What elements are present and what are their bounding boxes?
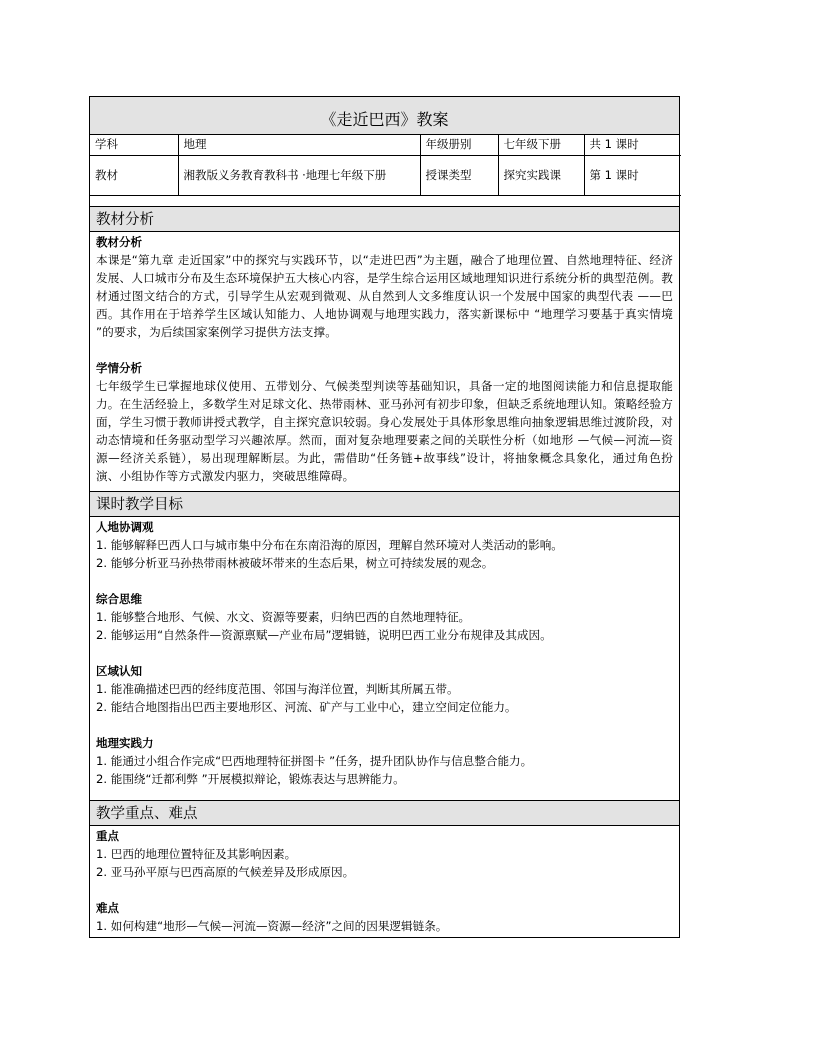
- section-body-focus: [90, 826, 679, 937]
- goal-item: 2. 能够运用“自然条件—资源禀赋—产业布局”逻辑链，说明巴西工业分布规律及其成因。: [96, 627, 552, 642]
- info-row-subject: [90, 135, 681, 155]
- section-heading-analysis: 教材分析: [90, 206, 679, 232]
- difficult-point-item: 1. 如何构建“地形—气候—河流—资源—经济”之间的因果逻辑链条。: [96, 918, 448, 933]
- section-body-goals: [90, 517, 679, 790]
- goal-group-title: 综合思维: [96, 591, 142, 606]
- goal-item: 2. 能围绕“迁都利弊 ”开展模拟辩论，锻炼表达与思辨能力。: [96, 771, 405, 786]
- label-grade: 年级册别: [420, 135, 498, 155]
- label-textbook: 教材: [90, 155, 178, 195]
- value-lesson-type: 探究实践课: [498, 155, 584, 195]
- goal-group-title: 地理实践力: [96, 735, 154, 750]
- section-heading-focus: 教学重点、难点: [90, 800, 679, 826]
- value-grade: 七年级下册: [498, 135, 584, 155]
- document-title: 《走近巴西》教案: [90, 97, 679, 135]
- lesson-plan-sheet: [89, 96, 680, 938]
- goal-item: 2. 能结合地图指出巴西主要地形区、河流、矿产与工业中心，建立空间定位能力。: [96, 699, 517, 714]
- subheading-textbook-analysis: 教材分析: [96, 234, 142, 249]
- subheading-difficult-points: 难点: [96, 900, 119, 915]
- info-row-textbook: [90, 155, 681, 195]
- student-analysis-text: 七年级学生已掌握地球仪使用、五带划分、气候类型判读等基础知识，具备一定的地图阅读能力和信息提取能力。在生活经验上，多数学生对足球文化、热带雨林、亚马孙河有初步印象，但缺乏系统地理认知。策略经验方面，学生习惯于教师讲授式教学，自主探究意识较弱。身心发展处于具体形象思维向抽象逻辑思维过渡阶段，对动态情境和任务驱动型学习兴趣浓厚。然而，面对复杂地理要素之间的关联性分析（如地形 —气候—河流—资源—经济关系链），易出现理解断层。为此，需借助“任务链+故事线”设计，将抽象概念具象化，通过角色扮演、小组协作等方式激发内驱力，突破思维障碍。: [96, 378, 673, 483]
- course-info-table: [90, 135, 681, 196]
- key-point-item: 1. 巴西的地理位置特征及其影响因素。: [96, 846, 297, 861]
- goal-group-title: 区域认知: [96, 663, 142, 678]
- label-lesson-type: 授课类型: [420, 155, 498, 195]
- subheading-key-points: 重点: [96, 828, 119, 843]
- subheading-student-analysis: 学情分析: [96, 360, 142, 375]
- value-subject: 地理: [178, 135, 420, 155]
- value-textbook: 湘教版义务教育教科书 ·地理七年级下册: [178, 155, 420, 195]
- value-lesson-number: 第 1 课时: [584, 155, 681, 195]
- goal-item: 1. 能够整合地形、气候、水文、资源等要素，归纳巴西的自然地理特征。: [96, 609, 471, 624]
- goal-group-title: 人地协调观: [96, 519, 154, 534]
- section-body-analysis: [90, 232, 679, 487]
- goal-item: 1. 能够解释巴西人口与城市集中分布在东南沿海的原因，理解自然环境对人类活动的影响。: [96, 537, 563, 552]
- key-point-item: 2. 亚马孙平原与巴西高原的气候差异及形成原因。: [96, 864, 355, 879]
- textbook-analysis-text: 本课是“第九章 走近国家”中的探究与实践环节，以“走进巴西”为主题，融合了地理位置、自然地理特征、经济发展、人口城市分布及生态环境保护五大核心内容，是学生综合运用区域地理知识进行系统分析的典型范例。教材通过图文结合的方式，引导学生从宏观到微观、从自然到人文多维度认识一个发展中国家的典型代表 ——巴西。其作用在于培养学生区域认知能力、人地协调观与地理实践力，落实新课标中 “地理学习要基于真实情境 ”的要求，为后续国家案例学习提供方法支撑。: [96, 252, 673, 339]
- goal-item: 1. 能通过小组合作完成“巴西地理特征拼图卡 ”任务，提升团队协作与信息整合能力。: [96, 753, 533, 768]
- goal-item: 1. 能准确描述巴西的经纬度范围、邻国与海洋位置，判断其所属五带。: [96, 681, 459, 696]
- section-heading-goals: 课时教学目标: [90, 491, 679, 517]
- label-subject: 学科: [90, 135, 178, 155]
- value-total-hours: 共 1 课时: [584, 135, 681, 155]
- goal-item: 2. 能够分析亚马孙热带雨林被破坏带来的生态后果，树立可持续发展的观念。: [96, 555, 494, 570]
